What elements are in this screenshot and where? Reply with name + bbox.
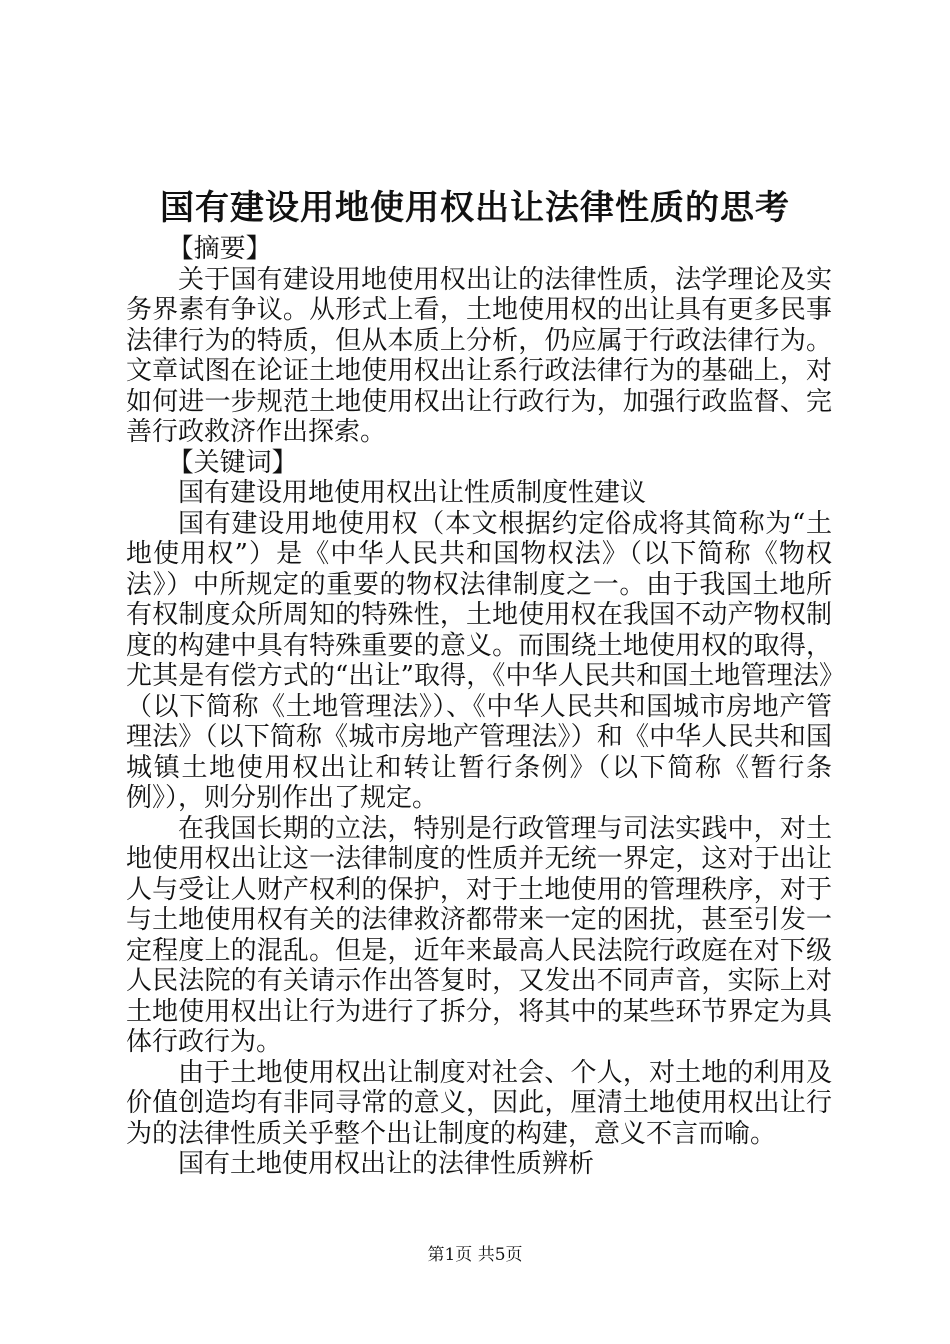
keywords-paragraph: 国有建设用地使用权出让性质制度性建议 [178, 478, 647, 508]
document-body [126, 234, 832, 1180]
abstract-heading: 【摘要】 [167, 234, 272, 264]
page-number: 第1页 共5页 [427, 1245, 523, 1265]
section-heading: 国有土地使用权出让的法律性质辨析 [178, 1149, 595, 1179]
abstract-paragraph: 关于国有建设用地使用权出让的法律性质，法学理论及实务界素有争议。从形式上看，土地使用权的出让具有更多民事法律行为的特质，但从本质上分析，仍应属于行政法律行为。文章试图在论证土地使用权出让系行政法律行为的基础上，对如何进一步规范土地使用权出让行政行为，加强行政监督、完善行政救济作出探索。 [126, 264, 832, 447]
body-paragraph-significance: 由于土地使用权出让制度对社会、个人，对土地的利用及价值创造均有非同寻常的意义，因此，厘清土地使用权出让行为的法律性质关乎整个出让制度的构建，意义不言而喻。 [126, 1057, 832, 1149]
keywords-heading: 【关键词】 [167, 447, 298, 478]
document-title: 国有建设用地使用权出让法律性质的思考 [160, 188, 790, 228]
body-paragraph-intro: 国有建设用地使用权（本文根据约定俗成将其简称为“土地使用权”）是《中华人民共和国物权法》（以下简称《物权法》）中所规定的重要的物权法律制度之一。由于我国土地所有权制度众所周知的特殊性，土地使用权在我国不动产物权制度的构建中具有特殊重要的意义。而围绕土地使用权的取得，尤其是有偿方式的“出让”取得，《中华人民共和国土地管理法》（以下简称《土地管理法》）、《中华人民共和国城市房地产管理法》（以下简称《城市房地产管理法》）和《中华人民共和国城镇土地使用权出让和转让暂行条例》（以下简称《暂行条例》），则分别作出了规定。 [126, 508, 832, 813]
body-paragraph-practice: 在我国长期的立法，特别是行政管理与司法实践中，对土地使用权出让这一法律制度的性质并无统一界定，这对于出让人与受让人财产权利的保护，对于土地使用的管理秩序，对于与土地使用权有关的法律救济都带来一定的困扰，甚至引发一定程度上的混乱。但是，近年来最高人民法院行政庭在对下级人民法院的有关请示作出答复时，又发出不同声音，实际上对土地使用权出让行为进行了拆分，将其中的某些环节界定为具体行政行为。 [126, 813, 832, 1057]
